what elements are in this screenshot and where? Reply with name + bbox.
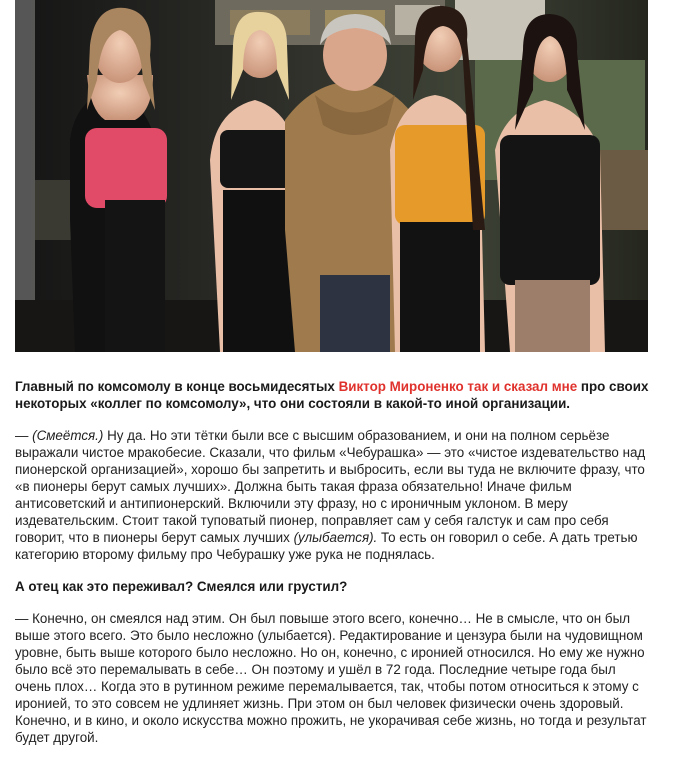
interview-question-1 [15,378,655,412]
question-text: Главный по комсомолу в конце восьмидесятых [15,379,339,394]
answer-remark-laughs: (Смеётся.) [32,428,104,443]
article-body [15,378,655,761]
interview-answer-1 [15,427,655,563]
interview-answer-2: — Конечно, он смеялся над этим. Он был повыше этого всего, конечно… Не в смысле, что он был выше этого всего. Это было несложно (улыбается). Редактирование и цензура были на чудовищном уровне, быть выше которого было несложно. Но он, конечно, с иронией относился. Но ему же нужно было всё это перемалывать в себе… Он поэтому и ушёл в 72 года. Последние четыре года был очень плох… Когда это в рутинном режиме перемалывается, так, чтобы потом относиться к этому с иронией, то это совсем не удлиняет жизнь. При этом он был человек физически очень здоровый. Конечно, и в кино, и около искусства можно прожить, не укорачивая себе жизнь, но тогда и результат будет другой. [15,611,647,745]
mironenko-link[interactable]: Виктор Мироненко так и сказал мне [338,379,578,394]
answer-text-end: То есть он говорил о себе. А дать третью категорию второму фильму про Чебурашку уже рука не поднялась. [15,530,638,562]
question-text-tail: про своих некоторых «коллег по комсомолу», что они состояли в какой-то иной организации. [15,379,649,411]
interview-question-2: А отец как это переживал? Смеялся или грустил? [15,579,348,594]
answer-remark-smiles: (улыбается). [293,530,378,545]
group-photo-image [15,0,648,352]
answer-text: Ну да. Но эти тётки были все с высшим образованием, и они на полном серьёзе выражали чистое мракобесие. Сказали, что фильм «Чебурашка» — это «чистое издевательство над пионерской организацией», хорошо бы запретить и выбросить, если вы туда не включите фразу, что «в пионеры берут самых лучших». Должна быть такая фраза обязательно! Иначе фильм антисоветский и антипионерский. Включили эту фразу, но с ироничным уклоном. В меру издевательским. Стоит такой туповатый пионер, поправляет сам у себя галстук и сам про себя говорит, что в пионеры берут самых лучших [15,428,646,545]
article-photo [15,0,648,352]
answer-dash: — [15,428,33,443]
